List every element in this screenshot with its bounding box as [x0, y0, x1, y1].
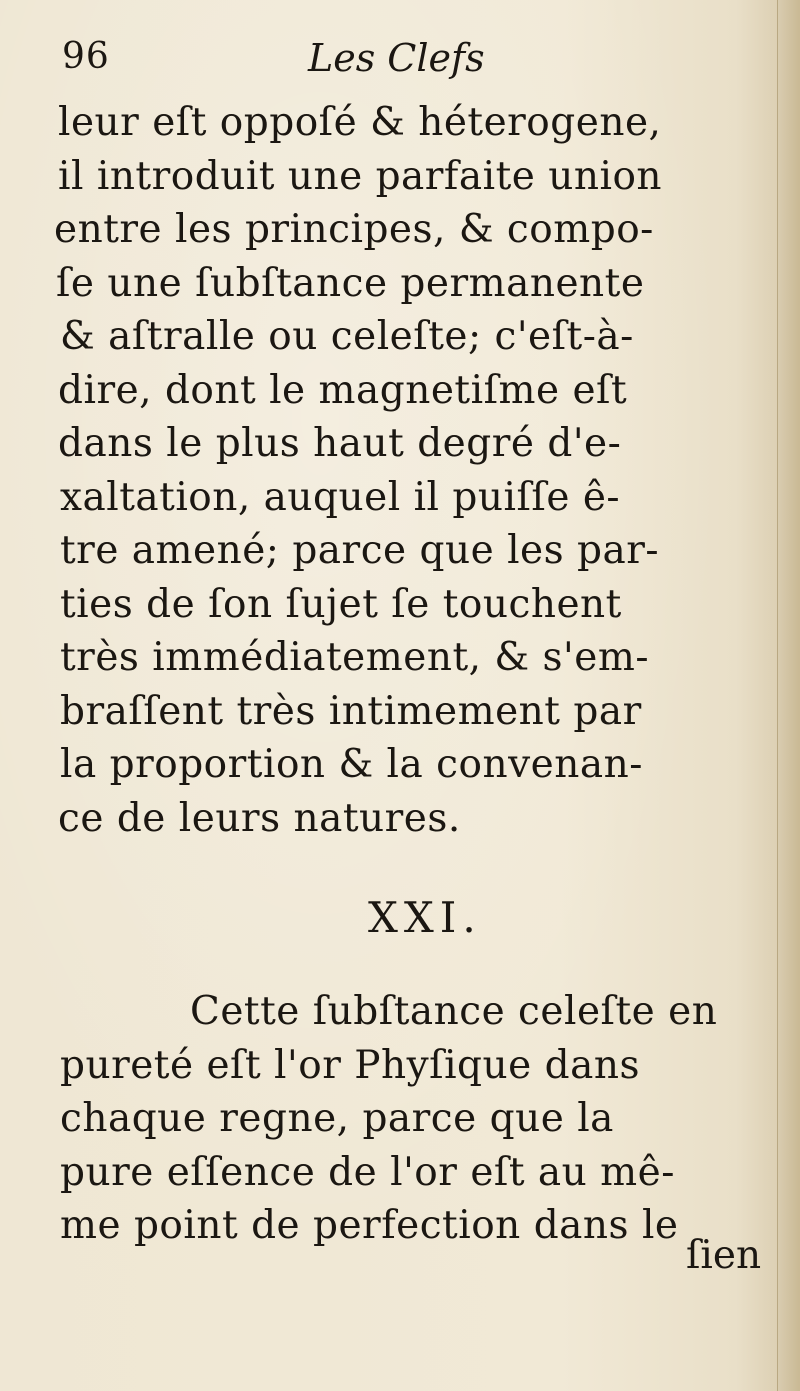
text-line: entre les principes, & compo-: [54, 207, 654, 252]
section-heading: XXI.: [368, 893, 482, 942]
text-line: dire, dont le magnetiſme eſt: [58, 367, 628, 413]
page-number: 96: [62, 36, 110, 77]
catchword: ſien: [686, 1233, 762, 1278]
text-line: ties de ſon ſujet ſe touchent: [60, 581, 622, 627]
text-line: xaltation, auquel il puiſſe ê-: [60, 474, 621, 520]
text-line: tre amené; parce que les par-: [60, 528, 660, 573]
text-line: pure eſſence de l'or eſt au mê-: [60, 1149, 675, 1195]
text-line: & aſtralle ou celeſte; c'eſt-à-: [60, 314, 634, 359]
text-line: pureté eſt l'or Phyſique dans: [60, 1042, 640, 1088]
text-line: leur eſt oppoſé & héterogene,: [58, 100, 662, 145]
text-line: très immédiatement, & s'em-: [60, 635, 649, 680]
text-line: dans le plus haut degré d'e-: [58, 421, 622, 466]
paragraph-1: [54, 96, 800, 845]
running-title: Les Clefs: [308, 36, 485, 80]
text-line: il introduit une parfaite union: [58, 153, 663, 199]
page-header: [62, 36, 722, 96]
text-line: la proportion & la convenan-: [60, 742, 643, 787]
text-line: me point de perfection dans le: [60, 1203, 679, 1248]
paragraph-2: [60, 985, 800, 1253]
text-line: ſe une ſubſtance permanente: [56, 260, 645, 306]
text-line: ce de leurs natures.: [58, 795, 461, 841]
text-line: Cette ſubſtance celeſte en: [190, 989, 718, 1034]
text-line: braſſent très intimement par: [60, 688, 642, 734]
text-line: chaque regne, parce que la: [60, 1096, 614, 1141]
